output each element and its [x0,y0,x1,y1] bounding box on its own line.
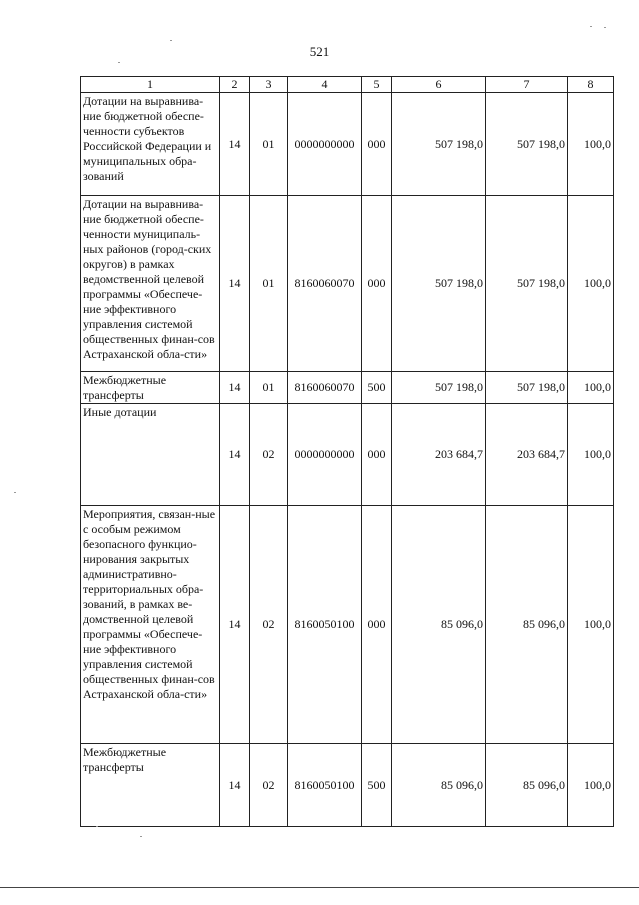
budget-table [80,76,614,827]
row-name: Дотации на выравнива-ние бюджетной обеспе-ченности субъектов Российской Федерации и муниципальных обра-зований [81,93,220,196]
row-planned: 507 198,0 [392,93,486,196]
row-executed: 85 096,0 [486,744,568,827]
row-subsection: 01 [250,372,288,404]
row-name: Межбюджетные трансферты [81,744,220,827]
row-executed: 507 198,0 [486,196,568,372]
row-percent: 100,0 [568,744,614,827]
scan-speck [170,40,172,41]
row-target-code: 8160060070 [288,372,362,404]
row-expense-type: 000 [362,404,392,506]
row-expense-type: 000 [362,506,392,744]
row-percent: 100,0 [568,404,614,506]
row-executed: 203 684,7 [486,404,568,506]
row-percent: 100,0 [568,372,614,404]
header-col-5: 5 [362,77,392,93]
row-expense-type: 500 [362,372,392,404]
header-col-2: 2 [220,77,250,93]
row-subsection: 02 [250,506,288,744]
scan-speck [140,836,142,837]
row-subsection: 01 [250,93,288,196]
row-expense-type: 500 [362,744,392,827]
row-expense-type: 000 [362,196,392,372]
header-row [81,77,614,93]
row-percent: 100,0 [568,93,614,196]
row-percent: 100,0 [568,196,614,372]
row-target-code: 8160060070 [288,196,362,372]
header-col-4: 4 [288,77,362,93]
row-subsection: 01 [250,196,288,372]
table-row [81,404,614,506]
row-planned: 507 198,0 [392,372,486,404]
header-col-7: 7 [486,77,568,93]
row-executed: 507 198,0 [486,372,568,404]
header-col-3: 3 [250,77,288,93]
row-section: 14 [220,196,250,372]
row-target-code: 8160050100 [288,506,362,744]
table-row [81,196,614,372]
row-section: 14 [220,93,250,196]
row-name: Дотации на выравнива-ние бюджетной обеспе-ченности муниципаль-ных районов (город-ских округов) в рамках ведомственной целевой программы «Обеспече-ние эффективного управления системой общественных финан-сов Астраханской обла-сти» [81,196,220,372]
row-section: 14 [220,506,250,744]
row-name: Иные дотации [81,404,220,506]
scan-speck [604,27,606,28]
row-target-code: 0000000000 [288,93,362,196]
bottom-rule [0,887,639,888]
scan-speck [14,492,16,493]
row-planned: 203 684,7 [392,404,486,506]
table-row [81,372,614,404]
row-section: 14 [220,404,250,506]
table-row [81,506,614,744]
row-percent: 100,0 [568,506,614,744]
table-row [81,744,614,827]
row-executed: 507 198,0 [486,93,568,196]
page-number: 521 [309,44,330,59]
scan-speck [96,826,98,827]
row-section: 14 [220,372,250,404]
row-subsection: 02 [250,404,288,506]
row-planned: 85 096,0 [392,744,486,827]
row-planned: 507 198,0 [392,196,486,372]
scan-speck [118,62,120,63]
scan-speck [590,26,592,27]
row-name: Мероприятия, связан-ные с особым режимом безопасного функцио-нирования закрытых административно-территориальных обра-зований, в рамках ве-домственной целевой программы «Обеспече-ние эффективного управления системой общественных финан-сов Астраханской обла-сти» [81,506,220,744]
row-target-code: 0000000000 [288,404,362,506]
table-row [81,93,614,196]
row-expense-type: 000 [362,93,392,196]
row-subsection: 02 [250,744,288,827]
row-executed: 85 096,0 [486,506,568,744]
row-section: 14 [220,744,250,827]
row-name: Межбюджетные трансферты [81,372,220,404]
row-planned: 85 096,0 [392,506,486,744]
header-col-1: 1 [81,77,220,93]
row-target-code: 8160050100 [288,744,362,827]
header-col-6: 6 [392,77,486,93]
header-col-8: 8 [568,77,614,93]
